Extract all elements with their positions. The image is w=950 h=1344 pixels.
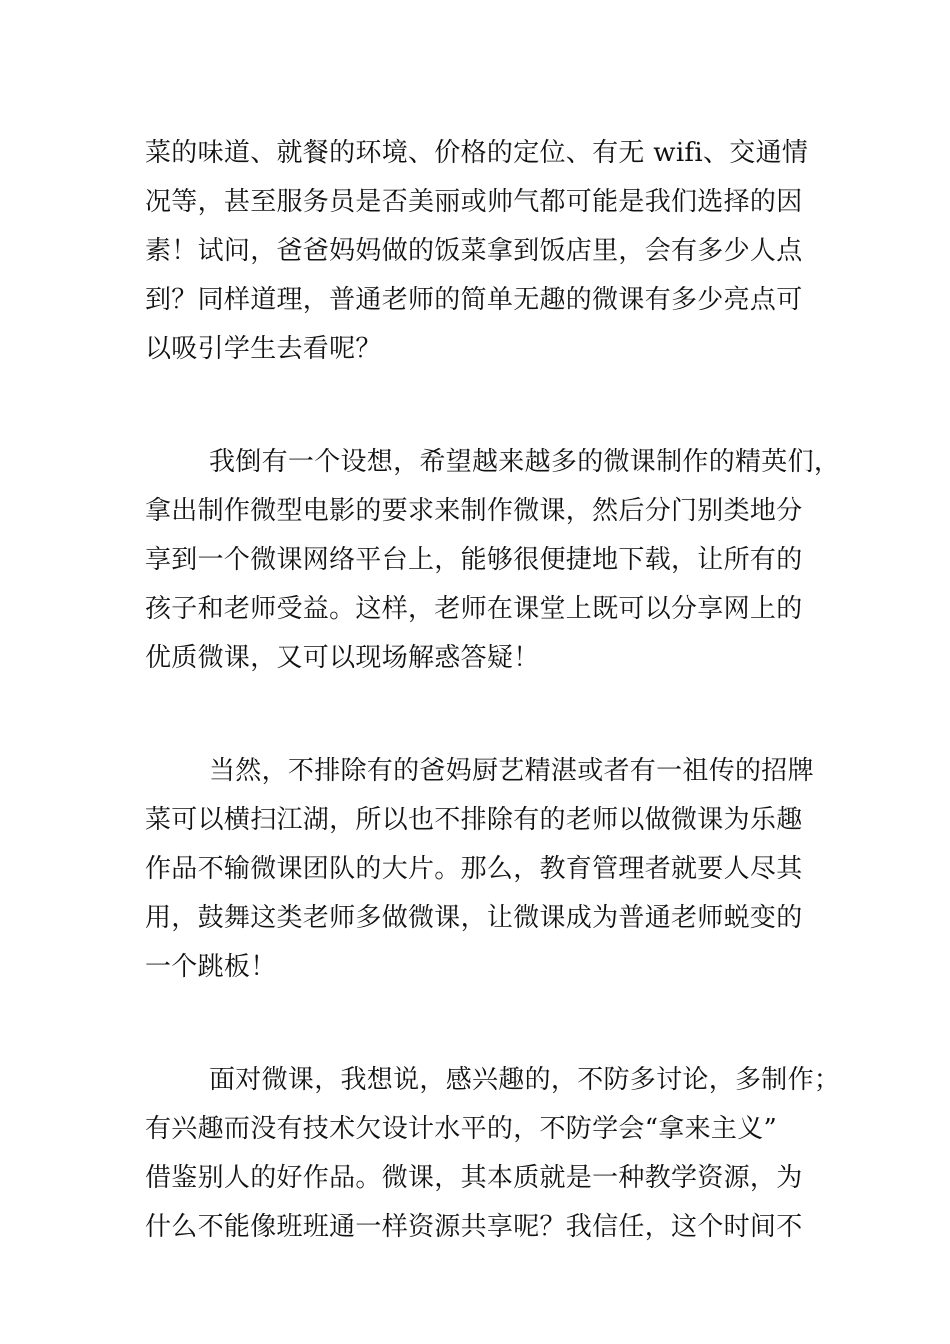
text-line: 用，鼓舞这类老师多做微课，让微课成为普通老师蜕变的 bbox=[145, 903, 803, 933]
text-line: 我倒有一个设想，希望越来越多的微课制作的精英们， bbox=[209, 447, 841, 477]
paragraph-4 bbox=[145, 1056, 845, 1252]
text-line: 拿出制作微型电影的要求来制作微课，然后分门别类地分 bbox=[145, 496, 803, 526]
text-line: 作品不输微课团队的大片。那么，教育管理者就要人尽其 bbox=[145, 854, 803, 884]
text-line: 素！试问，爸爸妈妈做的饭菜拿到饭店里，会有多少人点 bbox=[145, 236, 803, 266]
text-line: 况等，甚至服务员是否美丽或帅气都可能是我们选择的因 bbox=[145, 187, 803, 217]
text-line: 菜可以横扫江湖，所以也不排除有的老师以做微课为乐趣 bbox=[145, 805, 803, 835]
text-line: 到？同样道理，普通老师的简单无趣的微课有多少亮点可 bbox=[145, 285, 803, 315]
text-line: 优质微课，又可以现场解惑答疑！ bbox=[145, 643, 540, 673]
text-line: 一个跳板！ bbox=[145, 952, 277, 982]
paragraph-2 bbox=[145, 438, 845, 683]
text-line: 借鉴别人的好作品。微课，其本质就是一种教学资源，为 bbox=[145, 1163, 803, 1193]
text-line: 当然，不排除有的爸妈厨艺精湛或者有一祖传的招牌 bbox=[209, 756, 814, 786]
text-line: 有兴趣而没有技术欠设计水平的，不防学会“拿来主义” bbox=[145, 1114, 778, 1144]
text-line: 孩子和老师受益。这样，老师在课堂上既可以分享网上的 bbox=[145, 594, 803, 624]
text-line: 享到一个微课网络平台上，能够很便捷地下载，让所有的 bbox=[145, 545, 803, 575]
text-line: 菜的味道、就餐的环境、价格的定位、有无 wifi、交通情 bbox=[145, 138, 809, 168]
text-line: 以吸引学生去看呢？ bbox=[145, 334, 382, 364]
paragraph-3 bbox=[145, 747, 845, 992]
paragraph-1 bbox=[145, 129, 845, 374]
text-line: 什么不能像班班通一样资源共享呢？我信任，这个时间不 bbox=[145, 1212, 803, 1242]
document-body bbox=[145, 129, 845, 1316]
text-line: 面对微课，我想说，感兴趣的，不防多讨论，多制作； bbox=[209, 1065, 841, 1095]
